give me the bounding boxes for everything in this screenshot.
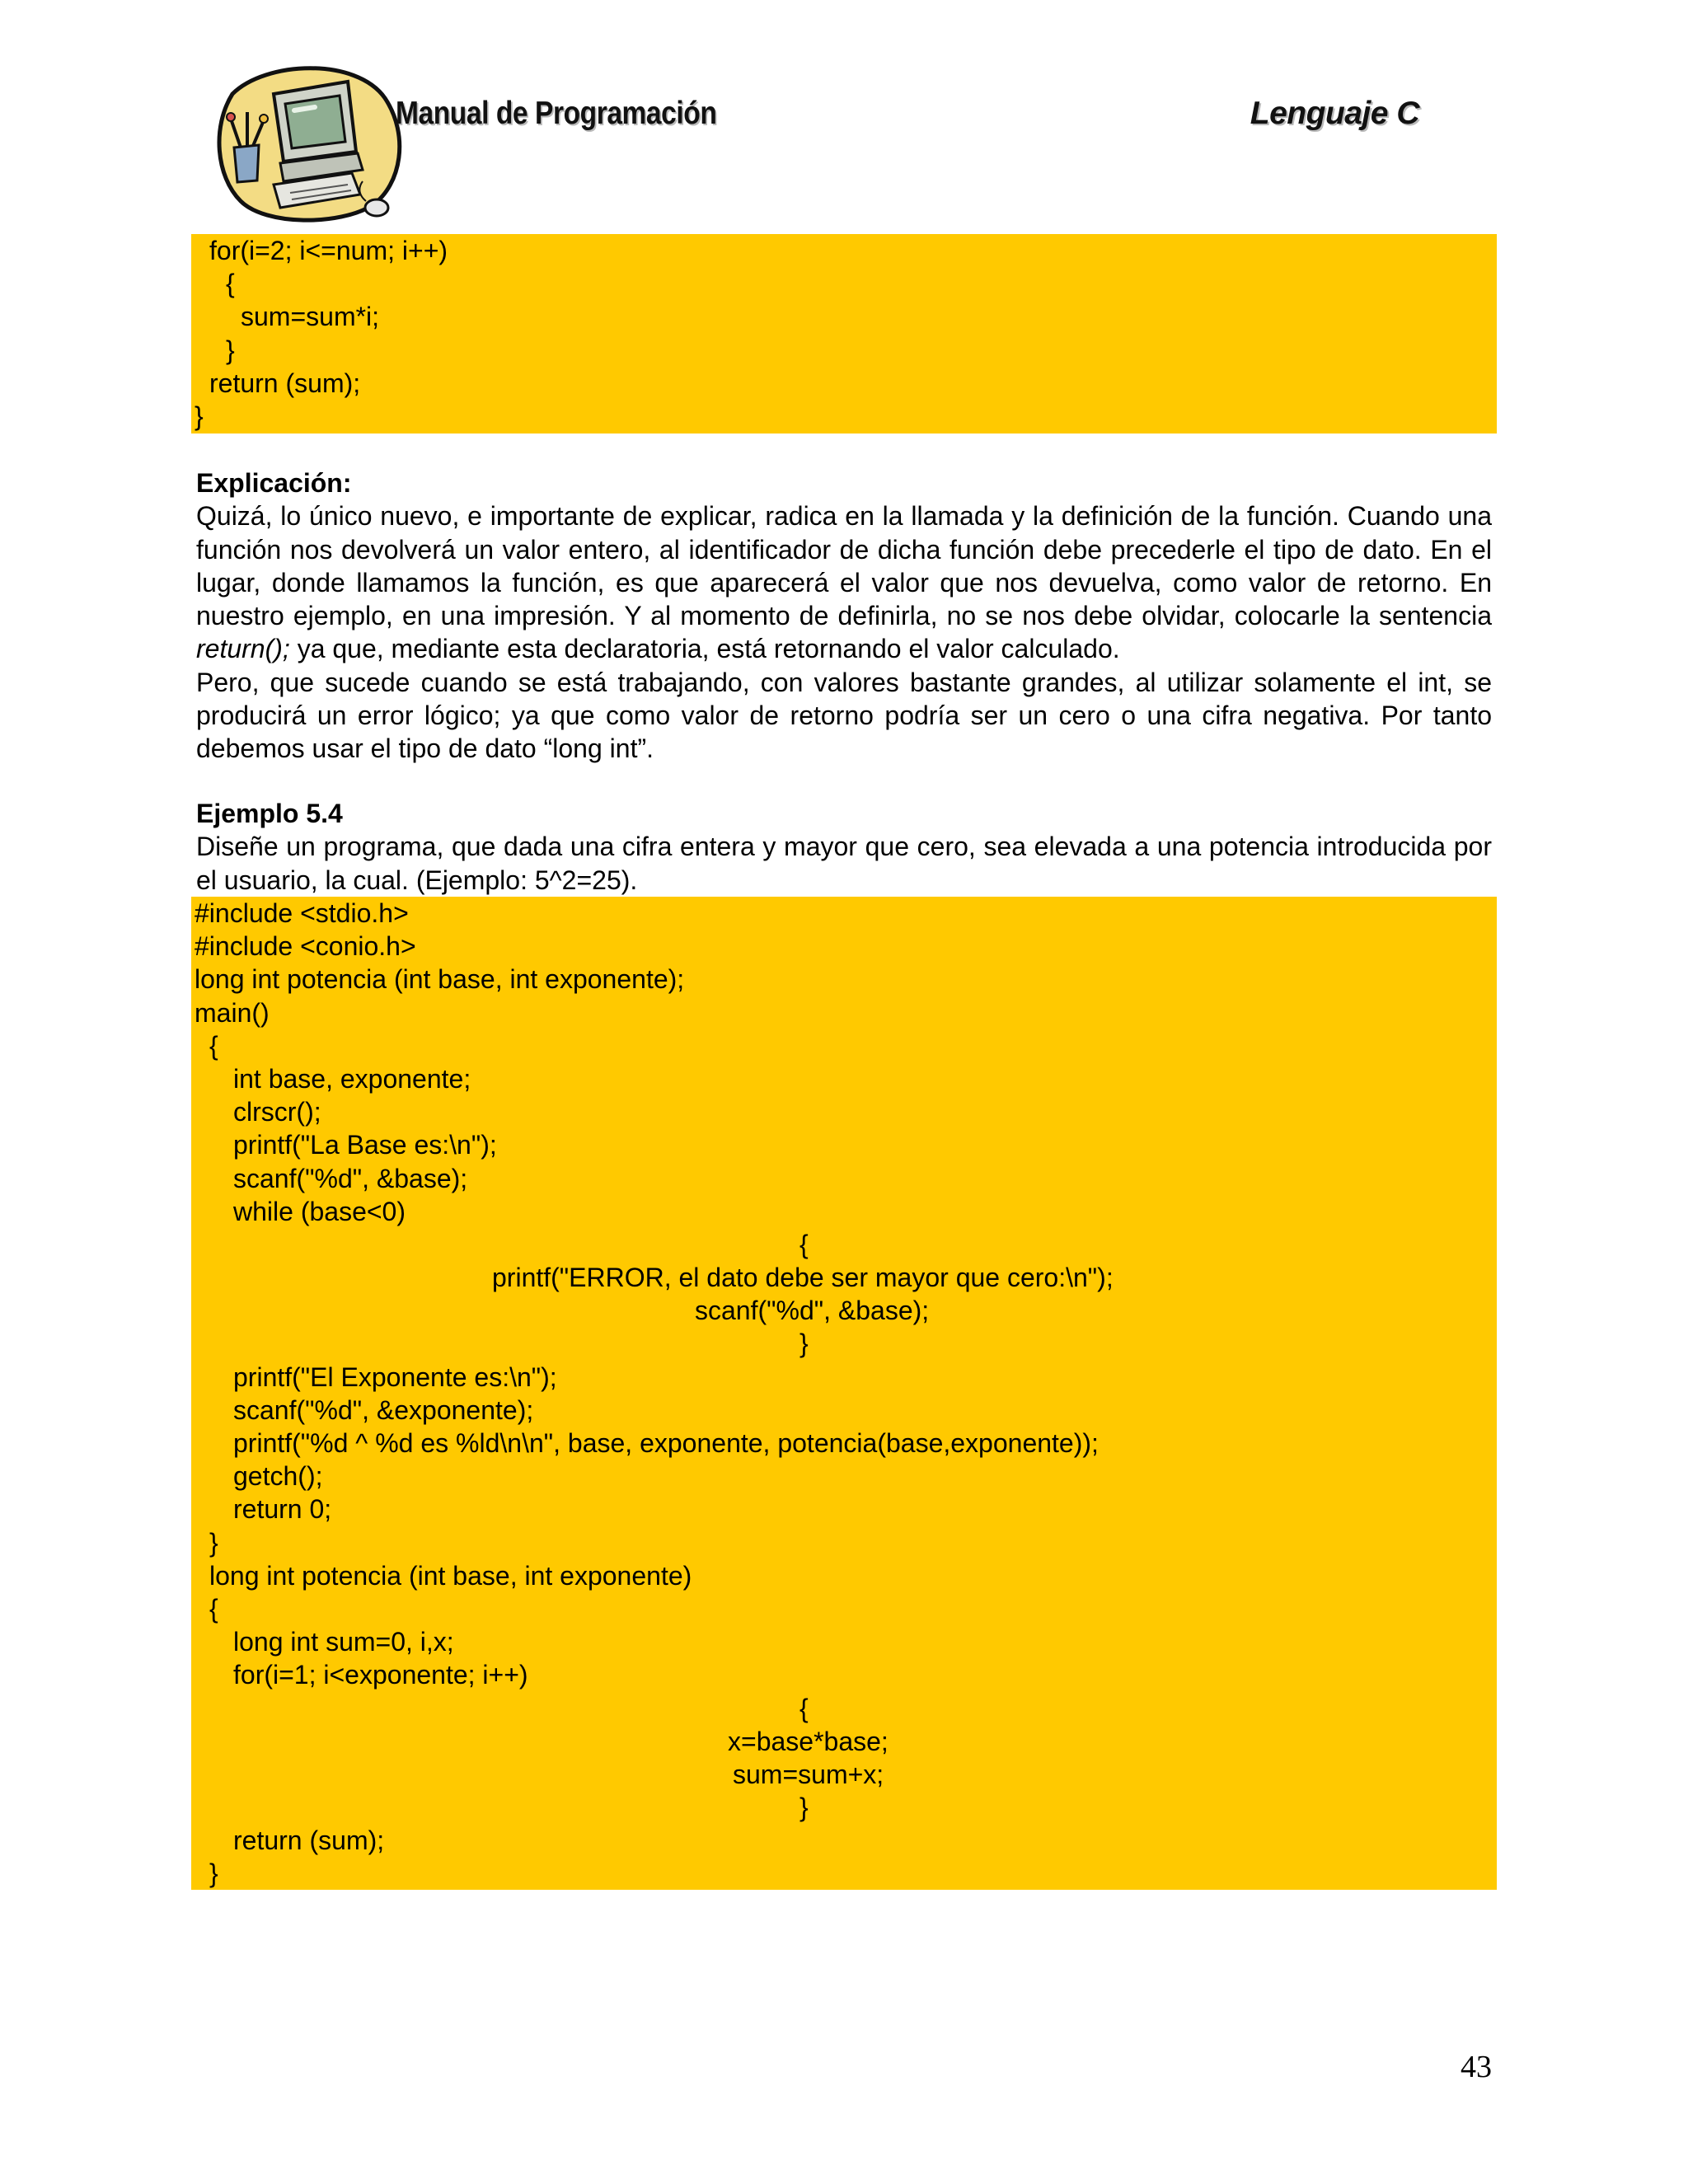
code-line: printf("El Exponente es:\n"); [233,1361,557,1392]
code-line: for(i=2; i<=num; i++) [209,236,448,265]
code-line: for(i=1; i<exponente; i++) [233,1660,528,1690]
code-line: { [799,1229,809,1259]
example-section [196,797,1492,897]
code-block-potencia [191,897,1497,1890]
code-line: { [799,1693,809,1723]
code-line: sum=sum*i; [241,302,380,332]
code-line: sum=sum+x; [733,1759,884,1789]
code-line: printf("%d ^ %d es %ld\n\n", base, exponente, potencia(base,exponente)); [233,1428,1099,1458]
code-line: } [799,1329,809,1359]
page-number: 43 [1461,2050,1492,2084]
code-line: return 0; [233,1494,332,1525]
explanation-paragraph-2: Pero, que sucede cuando se está trabajando, con valores bastante grandes, al utilizar solamente el int, se producirá un error lógico; ya que como valor de retorno podría ser un cero o una cifra negativa. Por tanto debemos usar el tipo de dato “long int”. [196,667,1492,764]
code-line: } [799,1793,809,1823]
code-line: int base, exponente; [233,1063,471,1094]
code-line: while (base<0) [233,1196,406,1226]
code-line: scanf("%d", &base); [233,1163,468,1193]
code-line: clrscr(); [233,1097,321,1127]
return-keyword: return(); [196,634,290,664]
code-line: { [209,1030,218,1061]
code-line: #include <conio.h> [195,931,416,962]
code-block-factorial-tail [191,234,1497,434]
code-line: long int sum=0, i,x; [233,1627,454,1657]
explanation-heading: Explicación: [196,468,352,498]
example-description: Diseñe un programa, que dada una cifra entera y mayor que cero, sea elevada a una potencia introducida por el usuario, la cual. (Ejemplo: 5^2=25). [196,832,1492,895]
code-line: } [195,401,204,431]
example-heading: Ejemplo 5.4 [196,799,343,828]
explanation-paragraph-1: Quizá, lo único nuevo, e importante de explicar, radica en la llamada y la definición de la función. Cuando una función nos devolverá un valor entero, al identificador de dicha función debe precederle el tipo de dato. En el lugar, donde llamamos la función, es que aparecerá el valor que nos devuelva, como valor de retorno. En nuestro ejemplo, en una impresión. Y al momento de definirla, no se nos debe olvidar, colocarle la sentencia return(); ya que, mediante esta declaratoria, está retornando el valor calculado. [196,501,1492,664]
code-line: } [226,335,235,365]
code-line: main() [195,997,270,1028]
page-header [216,61,1419,230]
code-line: long int potencia (int base, int exponente); [195,964,685,995]
code-line: scanf("%d", &base); [695,1296,930,1326]
code-line: printf("ERROR, el dato debe ser mayor que cero:\n"); [492,1263,1114,1293]
code-line: printf("La Base es:\n"); [233,1130,497,1160]
manual-subject: Lenguaje C [1250,96,1419,131]
code-line: { [209,1593,218,1624]
code-line: x=base*base; [728,1726,889,1756]
code-line: long int potencia (int base, int exponente) [209,1560,692,1591]
code-line: } [209,1527,218,1558]
code-line: } [209,1858,218,1889]
explanation-section [196,466,1492,766]
code-line: return (sum); [233,1825,385,1856]
code-line: #include <stdio.h> [195,898,409,928]
code-line: { [226,269,235,299]
computer-clipart-icon [216,61,406,230]
code-line: scanf("%d", &exponente); [233,1394,534,1425]
code-line: return (sum); [209,368,361,398]
code-line: getch(); [233,1461,323,1492]
manual-title: Manual de Programación [396,96,717,131]
